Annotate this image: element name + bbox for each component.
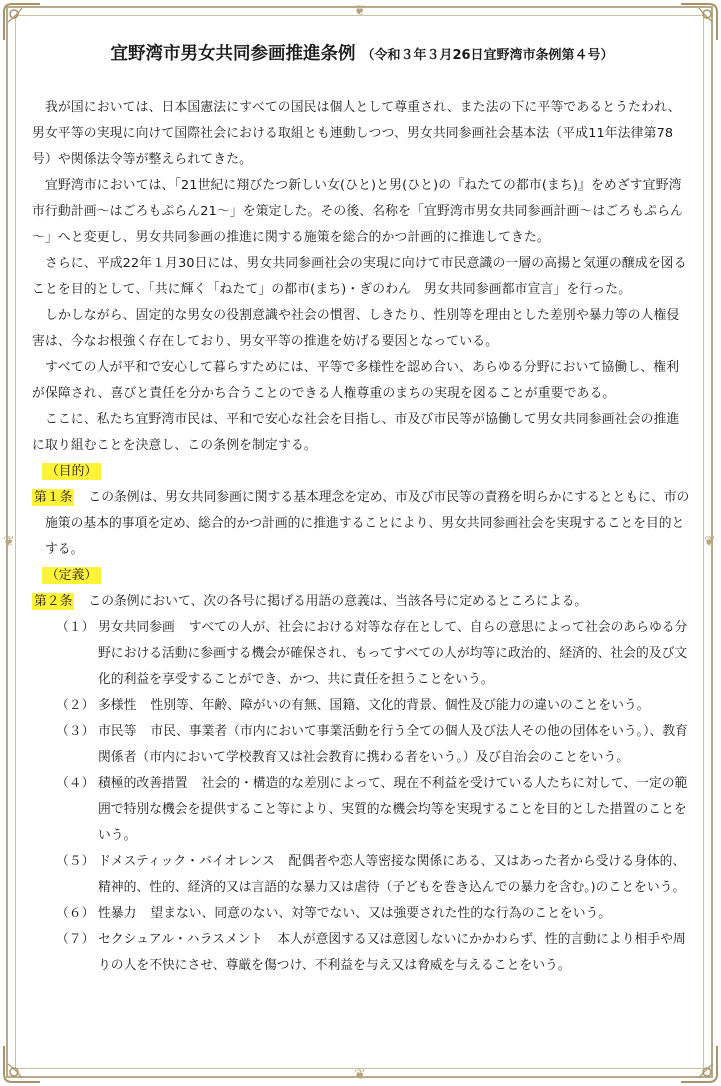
- item-term: 積極的改善措置: [98, 776, 188, 791]
- article-heading: [32, 459, 692, 485]
- preamble-paragraph: ここに、私たち宜野湾市民は、平和で安心な社会を目指し、市及び市民等が協働して男女共同参画社会の推進に取り組むことを決意し、この条例を制定する。: [32, 412, 680, 453]
- article1-heading: （目的）: [42, 463, 101, 480]
- preamble-paragraph: しかしながら、固定的な男女の役割意識や社会の慣習、しきたり、性別等を理由とした差別や暴力等の人権侵害は、今なお根強く存在しており、男女平等の推進を妨げる要因となっている。: [32, 308, 680, 349]
- item-definition: 配偶者や恋人等密接な関係にある、又はあった者から受ける身体的、精神的、性的、経済的又は言語的な暴力又は虐待（子どもを巻き込んでの暴力を含む。)のことをいう。: [98, 854, 686, 895]
- item-term: ドメスティック・バイオレンス: [98, 854, 275, 869]
- item-number: （７）: [56, 932, 95, 947]
- item-definition: 望まない、同意のない、対等でない、又は強要された性的な行為のことをいう。: [150, 906, 612, 921]
- article2-text: この条例において、次の各号に掲げる用語の意義は、当該各号に定めるところによる。: [88, 594, 588, 609]
- right-ornament-icon: ❦: [704, 534, 716, 550]
- definition-item: [56, 901, 692, 927]
- preamble-paragraph: すべての人が平和で安心して暮らすためには、平等で多様性を認め合い、あらゆる分野において協働し、権利が保障され、喜びと責任を分かち合うことのできる人権尊重のまちの実現を図ることが重要である。: [32, 360, 680, 401]
- article1-number: 第１条: [34, 490, 73, 505]
- item-term: 男女共同参画: [98, 620, 175, 635]
- article-2: [32, 589, 692, 615]
- definition-item: [56, 719, 692, 771]
- item-number: （２）: [56, 698, 95, 713]
- article2-number: 第２条: [34, 594, 73, 609]
- item-number: （６）: [56, 906, 95, 921]
- item-definition: すべての人が、社会における対等な存在として、自らの意思によって社会のあらゆる分野における活動に参画する機会が確保され、もってすべての人が均等に政治的、経済的、社会的及び文化的利益を享受することができ、かつ、共に責任を担うことをいう。: [98, 620, 688, 687]
- item-term: 性暴力: [98, 906, 137, 921]
- page-title: 宜野湾市男女共同参画推進条例: [110, 44, 356, 64]
- article1-text: この条例は、男女共同参画に関する基本理念を定め、市及び市民等の責務を明らかにするとともに、市の施策の基本的事項を定め、総合的かつ計画的に推進することにより、男女共同参画社会を実現することを目的とする。: [45, 490, 690, 557]
- item-definition: 社会的・構造的な差別によって、現在不利益を受けている人たちに対して、一定の範囲で特別な機会を提供すること等により、実質的な機会均等を実現することを目的とした措置のことをいう。: [98, 776, 688, 843]
- item-number: （５）: [56, 854, 95, 869]
- item-definition: 性別等、年齢、障がいの有無、国籍、文化的背景、個性及び能力の違いのことをいう。: [150, 698, 650, 713]
- top-ornament-icon: ❦: [354, 3, 366, 19]
- corner-ornament-icon: [679, 1044, 719, 1084]
- definition-item: [56, 771, 692, 849]
- article2-heading: （定義）: [42, 567, 101, 584]
- item-definition: 本人が意図する又は意図しないにかかわらず、性的言動により相手や周りの人を不快にさせ、尊厳を傷つけ、不利益を与え又は脅威を与えることをいう。: [98, 932, 686, 973]
- item-term: 市民等: [98, 724, 137, 739]
- preamble-paragraph: さらに、平成22年１月30日には、男女共同参画社会の実現に向けて市民意識の一層の高揚と気運の醸成を図ることを目的として、「共に輝く「ねたて」の都市(まち)・ぎのわん 男女共同参画都市宣言」を行った。: [32, 256, 687, 297]
- corner-ornament-icon: [2, 2, 42, 42]
- definition-item: [56, 849, 692, 901]
- preamble-paragraph: 宜野湾市においては、「21世紀に翔びたつ新しい女(ひと)と男(ひと)の『ねたての都市(まち)』をめざす宜野湾市行動計画～はごろもぷらん21～」を策定した。その後、名称を「宜野湾市男女共同参画計画～はごろもぷらん～」へと変更し、男女共同参画の推進に関する施策を総合的かつ計画的に推進してきた。: [32, 178, 683, 245]
- item-number: （４）: [56, 776, 95, 791]
- corner-ornament-icon: [2, 1044, 42, 1084]
- item-term: 多様性: [98, 698, 137, 713]
- item-number: （３）: [56, 724, 95, 739]
- article-heading: [32, 563, 692, 589]
- document-body: [32, 40, 692, 979]
- preamble-paragraph: 我が国においては、日本国憲法にすべての国民は個人として尊重され、また法の下に平等であるとうたわれ、男女平等の実現に向けて国際社会における取組とも連動しつつ、男女共同参画社会基本法（平成11年法律第78号）や関係法令等が整えられてきた。: [32, 100, 681, 167]
- title-row: [32, 40, 692, 65]
- corner-ornament-icon: [679, 2, 719, 42]
- item-definition: 市民、事業者（市内において事業活動を行う全ての個人及び法人その他の団体をいう。）、教育関係者（市内において学校教育又は社会教育に携わる者をいう。）及び自治会のことをいう。: [98, 724, 688, 765]
- bottom-ornament-icon: ❦: [354, 1067, 366, 1083]
- definition-item: [56, 927, 692, 979]
- item-term: セクシュアル・ハラスメント: [98, 932, 264, 947]
- definition-item: [56, 693, 692, 719]
- article-1: [32, 485, 692, 563]
- left-ornament-icon: ❦: [3, 534, 15, 550]
- page-subtitle: （令和３年３月26日宜野湾市条例第４号）: [361, 48, 614, 63]
- item-number: （１）: [56, 620, 95, 635]
- definition-item: [56, 615, 692, 693]
